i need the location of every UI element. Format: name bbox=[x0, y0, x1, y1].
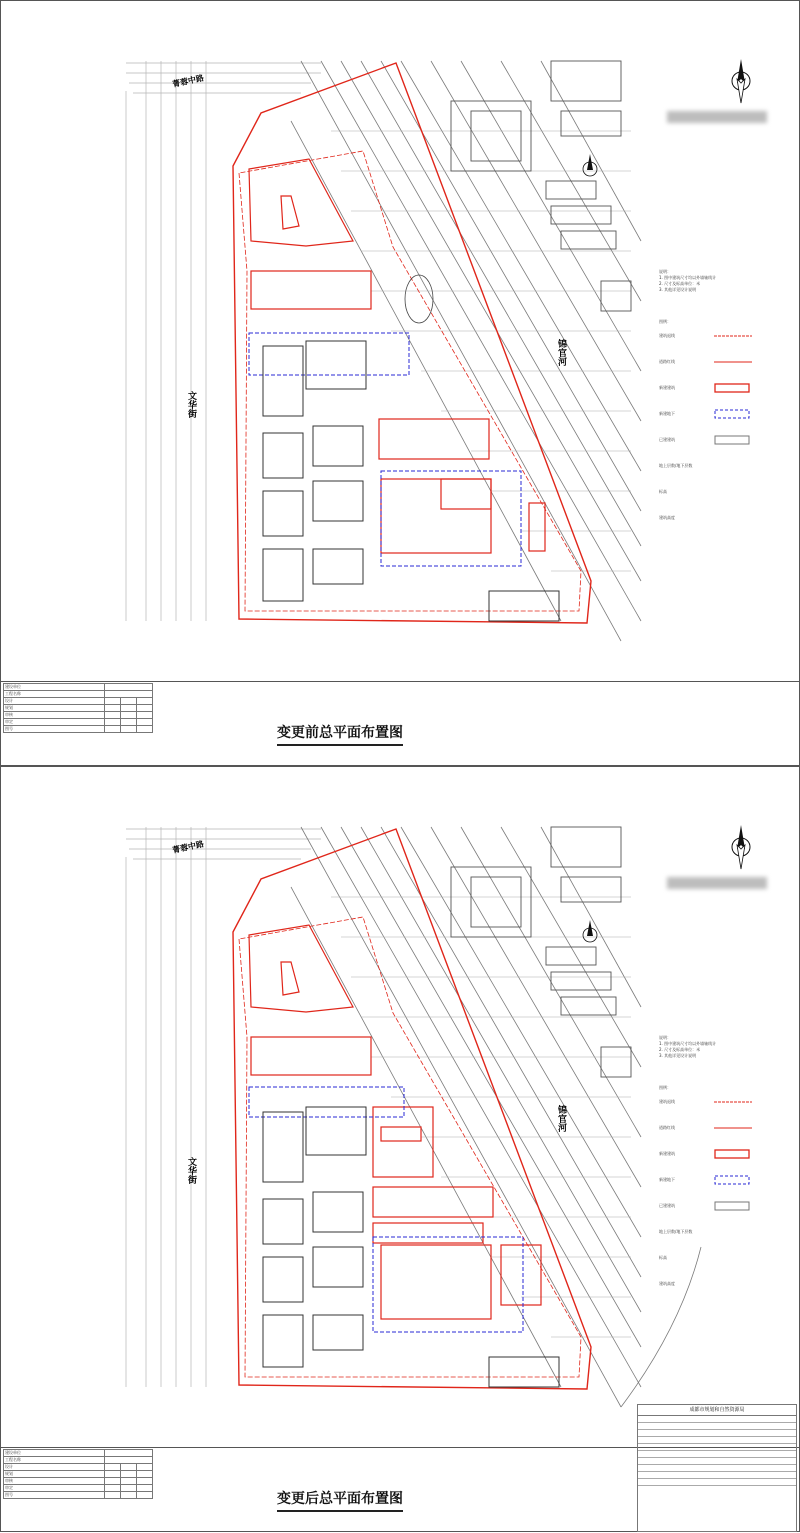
legend-row: 已建建筑 bbox=[659, 1195, 793, 1221]
legend-row: 新建建筑 bbox=[659, 377, 793, 403]
basement-outline bbox=[249, 1087, 523, 1332]
stamp-row bbox=[638, 1423, 796, 1430]
north-arrow-icon bbox=[732, 59, 750, 103]
existing-context-lines bbox=[126, 827, 321, 1387]
stamp-row bbox=[638, 1465, 796, 1472]
legend-heading: 图例： bbox=[659, 1085, 671, 1090]
legend-row: 地上层数/地下层数 bbox=[659, 463, 693, 468]
stamp-row bbox=[638, 1451, 796, 1458]
redacted-text bbox=[667, 111, 767, 123]
diagonal-corridor bbox=[291, 61, 641, 641]
legend-row: 新建地下 bbox=[659, 403, 793, 429]
legend-before bbox=[659, 319, 793, 533]
legend-row: 建筑高度 bbox=[659, 515, 675, 520]
setback-line bbox=[239, 917, 581, 1377]
note-item: 1. 图中建筑尺寸均以外墙轴线计 bbox=[659, 1041, 717, 1046]
existing-buildings-ne bbox=[451, 61, 631, 311]
legend-row: 地上层数/地下层数 bbox=[659, 1229, 693, 1234]
notes-heading: 说明： bbox=[659, 1035, 671, 1040]
stamp-row bbox=[638, 1479, 796, 1486]
sheet-after bbox=[0, 766, 800, 1532]
north-arrow-icon bbox=[732, 825, 750, 869]
road-label-north: 菁蓉中路 bbox=[171, 839, 205, 855]
river-label: 锦官河 bbox=[556, 339, 566, 366]
note-item: 1. 图中建筑尺寸均以外墙轴线计 bbox=[659, 275, 717, 280]
title-block-after bbox=[1, 1407, 800, 1533]
new-buildings bbox=[249, 925, 541, 1319]
stamp-heading: 成都市规划和自然资源局 bbox=[638, 1405, 796, 1416]
notes-before bbox=[659, 269, 793, 293]
roundabout bbox=[405, 275, 433, 323]
note-item: 3. 其他详见设计说明 bbox=[659, 287, 697, 292]
legend-row: 已建建筑 bbox=[659, 429, 793, 455]
meta-table: 建设单位 工程名称 设计 规划 审核 审定 图号 bbox=[3, 683, 153, 733]
legend-row: 标高 bbox=[659, 489, 667, 494]
note-item: 2. 尺寸及标高单位：米 bbox=[659, 1047, 701, 1052]
legend-row: 道路红线 bbox=[659, 359, 675, 364]
stamp-row bbox=[638, 1430, 796, 1437]
existing-buildings-west bbox=[263, 1107, 559, 1387]
drawing-title: 变更后总平面布置图 bbox=[277, 1488, 403, 1512]
note-item: 3. 其他详见设计说明 bbox=[659, 1053, 697, 1058]
stamp-row bbox=[638, 1444, 796, 1451]
legend-row: 标高 bbox=[659, 1255, 667, 1260]
legend-row: 新建地下 bbox=[659, 1169, 793, 1195]
basement-outline bbox=[249, 333, 521, 566]
river-label: 锦官河 bbox=[556, 1105, 566, 1132]
drawing-title: 变更前总平面布置图 bbox=[277, 722, 403, 746]
notes-after bbox=[659, 1035, 793, 1059]
road-label-north: 菁蓉中路 bbox=[171, 73, 205, 89]
stamp-row bbox=[638, 1472, 796, 1479]
road-label-west: 文华街 bbox=[186, 1157, 196, 1184]
note-item: 2. 尺寸及标高单位：米 bbox=[659, 281, 701, 286]
legend-row: 建筑高度 bbox=[659, 1281, 675, 1286]
title-block-before bbox=[1, 681, 800, 767]
road-label-west: 文华街 bbox=[186, 391, 196, 418]
stamp-row bbox=[638, 1437, 796, 1444]
legend-row: 道路红线 bbox=[659, 1125, 675, 1130]
new-buildings bbox=[249, 159, 545, 553]
setback-line bbox=[239, 151, 581, 611]
existing-buildings-west bbox=[263, 341, 559, 621]
legend-row: 新建建筑 bbox=[659, 1143, 793, 1169]
legend-heading: 图例： bbox=[659, 319, 671, 324]
stamp-row bbox=[638, 1458, 796, 1465]
meta-table: 建设单位 工程名称 设计 规划 审核 审定 图号 bbox=[3, 1449, 153, 1499]
redacted-text bbox=[667, 877, 767, 889]
legend-after bbox=[659, 1085, 793, 1299]
stamp-row bbox=[638, 1416, 796, 1423]
legend-row: 建筑退线 bbox=[659, 1099, 675, 1104]
sheet-before bbox=[0, 0, 800, 766]
approval-stamp-box bbox=[637, 1404, 797, 1532]
site-boundary bbox=[233, 63, 591, 623]
existing-context-lines bbox=[126, 61, 321, 621]
notes-heading: 说明： bbox=[659, 269, 671, 274]
existing-buildings-ne bbox=[451, 827, 631, 1077]
legend-row: 建筑退线 bbox=[659, 333, 675, 338]
